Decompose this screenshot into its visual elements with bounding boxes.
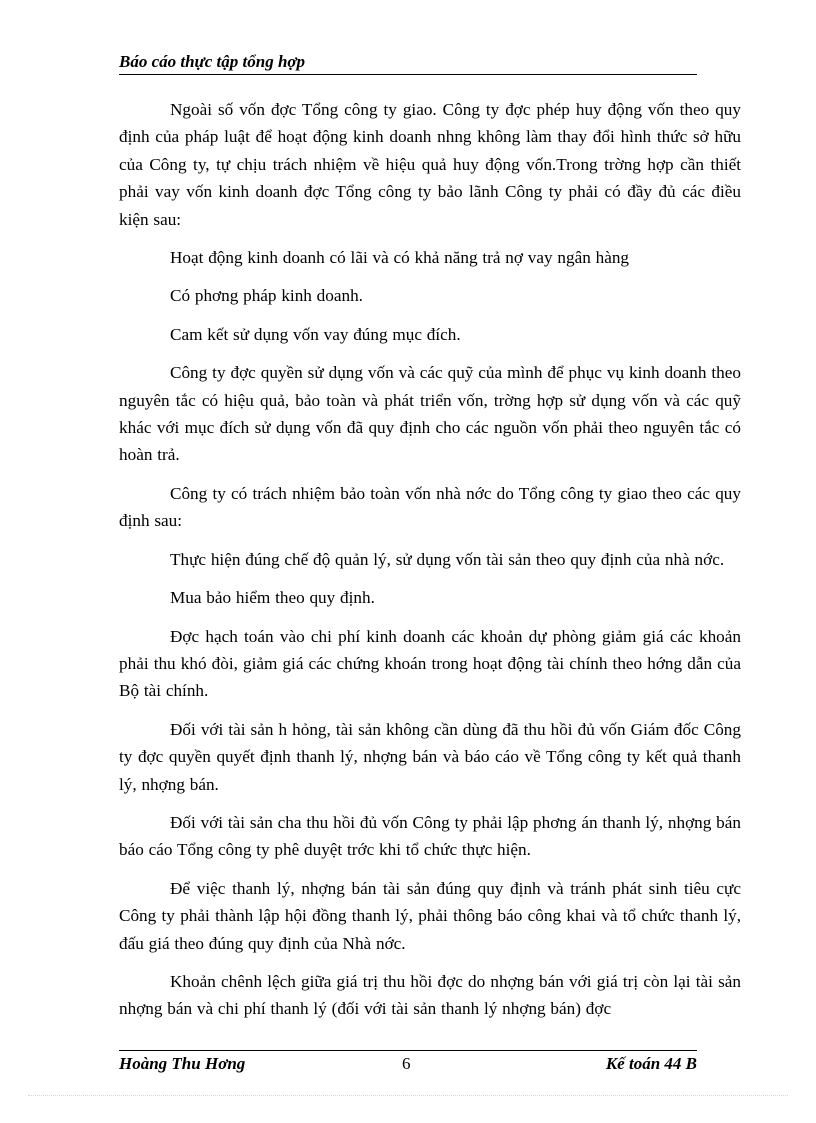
page-number: 6 xyxy=(402,1054,411,1073)
paragraph: Mua bảo hiểm theo quy định. xyxy=(170,588,375,608)
paragraph: Đợc hạch toán vào chi phí kinh doanh các khoản dự phòng giảm giá các khoản phải thu khó đòi, giảm giá các chứng khoán trong hoạt động tài chính theo hớng dẫn của Bộ tài chính. xyxy=(119,626,741,701)
paragraph: Cam kết sử dụng vốn vay đúng mục đích. xyxy=(170,324,461,344)
paragraph: Ngoài số vốn đợc Tổng công ty giao. Công ty đợc phép huy động vốn theo quy định của pháp luật để hoạt động kinh doanh nhng không làm thay đổi hình thức sở hữu của Công ty, tự chịu trách nhiệm về hiệu quả huy động vốn.Trong trờng hợp cần thiết phải vay vốn kinh doanh đợc Tổng công ty bảo lãnh Công ty phải có đầy đủ các điều kiện sau: xyxy=(119,100,741,229)
footer-class: Kế toán 44 B xyxy=(605,1054,697,1073)
paragraph: Thực hiện đúng chế độ quản lý, sử dụng vốn tài sản theo quy định của nhà nớc. xyxy=(170,549,725,569)
paragraph: Công ty có trách nhiệm bảo toàn vốn nhà nớc do Tổng công ty giao theo các quy định sau: xyxy=(119,483,741,531)
paragraph: Đối với tài sản cha thu hồi đủ vốn Công ty phải lập phơng án thanh lý, nhợng bán báo cáo Tổng công ty phê duyệt trớc khi tổ chức thực hiện. xyxy=(119,812,741,860)
page-footer xyxy=(119,1050,697,1077)
paragraph: Đối với tài sản h hỏng, tài sản không cần dùng đã thu hồi đủ vốn Giám đốc Công ty đợc quyền quyết định thanh lý, nhợng bán và báo cáo về Tổng công ty kết quả thanh lý, nhợng bán. xyxy=(119,719,741,794)
header-title: Báo cáo thực tập tổng hợp xyxy=(119,52,306,71)
paragraph: Có phơng pháp kinh doanh. xyxy=(170,286,363,306)
page-header xyxy=(119,50,697,75)
paragraph: Hoạt động kinh doanh có lãi và có khả năng trả nợ vay ngân hàng xyxy=(170,248,630,268)
page-edge-divider xyxy=(28,1095,788,1096)
paragraph: Để việc thanh lý, nhợng bán tài sản đúng quy định và tránh phát sinh tiêu cực Công ty phải thành lập hội đồng thanh lý, phải thông báo công khai và tổ chức thanh lý, đấu giá theo đúng quy định của Nhà nớc. xyxy=(119,878,741,953)
footer-author: Hoàng Thu Hơng xyxy=(119,1054,246,1073)
paragraph: Công ty đợc quyền sử dụng vốn và các quỹ của mình để phục vụ kinh doanh theo nguyên tắc có hiệu quả, bảo toàn và phát triển vốn, trờng hợp sử dụng vốn và các quỹ khác với mục đích sử dụng vốn đã quy định cho các nguồn vốn phải theo nguyên tắc có hoàn trả. xyxy=(119,363,741,465)
paragraph: Khoản chênh lệch giữa giá trị thu hồi đợc do nhợng bán với giá trị còn lại tài sản nhợng bán và chi phí thanh lý (đối với tài sản thanh lý nhợng bán) đợc xyxy=(119,971,741,1019)
document-body xyxy=(119,96,741,1034)
